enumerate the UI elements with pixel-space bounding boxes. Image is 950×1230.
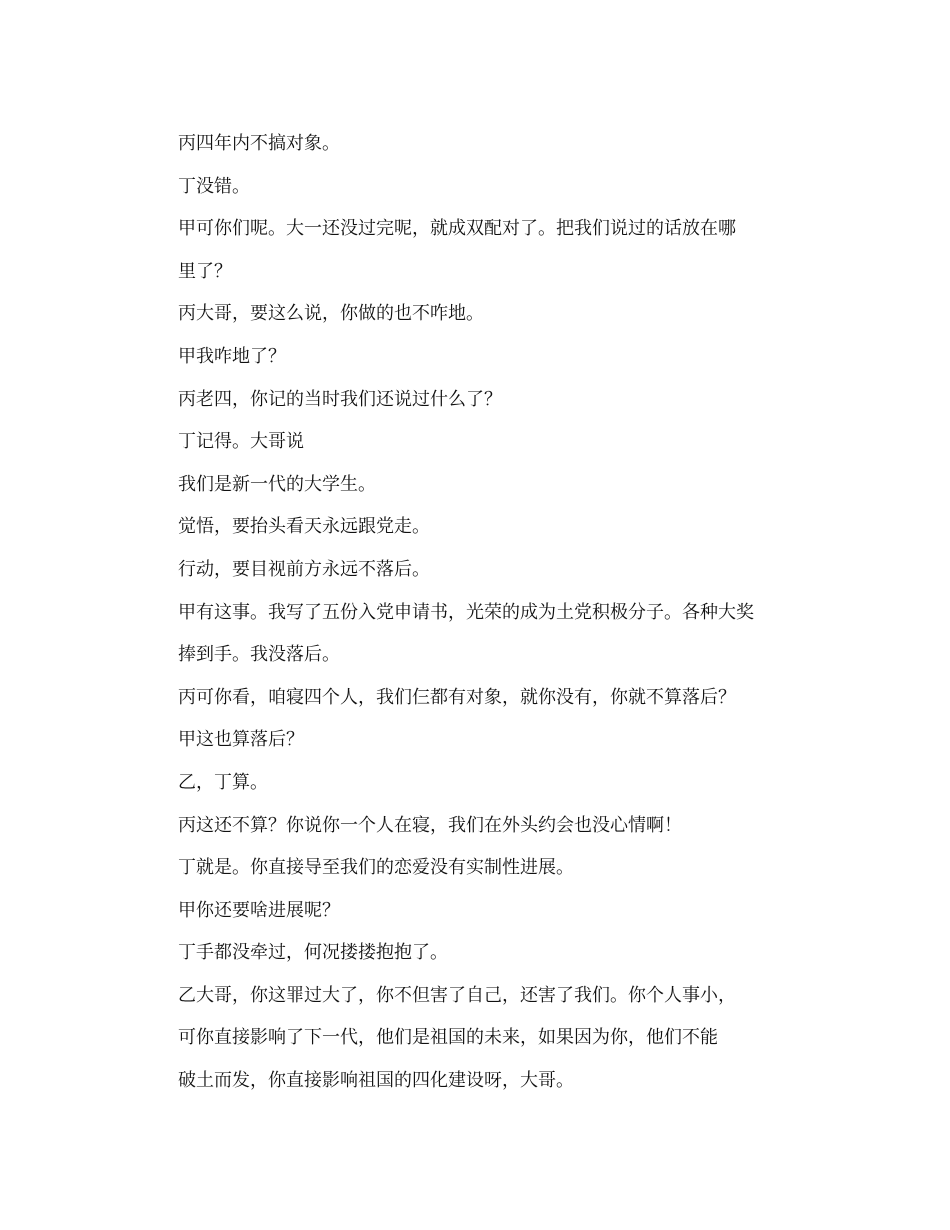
text-line: 甲可你们呢。大一还没过完呢，就成双配对了。把我们说过的话放在哪 — [178, 218, 736, 240]
text-line: 甲我咋地了？ — [178, 345, 286, 367]
text-line: 破土而发，你直接影响祖国的四化建设呀，大哥。 — [178, 1070, 574, 1092]
dialogue-text-block — [178, 128, 788, 1108]
text-line: 丙大哥，要这么说，你做的也不咋地。 — [178, 303, 484, 325]
text-line: 行动，要目视前方永远不落后。 — [178, 558, 430, 580]
text-line: 丁没错。 — [178, 175, 250, 197]
text-line: 丁手都没牵过，何况搂搂抱抱了。 — [178, 942, 448, 964]
text-line: 甲这也算落后？ — [178, 729, 304, 751]
text-line: 可你直接影响了下一代，他们是祖国的未来，如果因为你，他们不能 — [178, 1027, 718, 1049]
text-line: 乙大哥，你这罪过大了，你不但害了自己，还害了我们。你个人事小， — [178, 984, 736, 1006]
text-line: 乙，丁算。 — [178, 771, 268, 793]
text-line: 丙四年内不搞对象。 — [178, 133, 340, 154]
text-line: 丁记得。大哥说 — [178, 431, 304, 453]
text-line: 丁就是。你直接导至我们的恋爱没有实制性进展。 — [178, 857, 574, 879]
text-line: 甲有这事。我写了五份入党申请书，光荣的成为土党积极分子。各种大奖 — [178, 601, 754, 623]
text-line: 里了？ — [178, 260, 232, 282]
text-line: 甲你还要啥进展呢？ — [178, 899, 340, 921]
text-line: 我们是新一代的大学生。 — [178, 473, 376, 495]
text-line: 觉悟，要抬头看天永远跟党走。 — [178, 516, 430, 538]
text-line: 丙可你看，咱寝四个人，我们仨都有对象，就你没有，你就不算落后？ — [178, 686, 736, 708]
text-line: 丙这还不算？你说你一个人在寝，我们在外头约会也没心情啊！ — [178, 814, 682, 836]
text-line: 捧到手。我没落后。 — [178, 644, 340, 666]
text-line: 丙老四，你记的当时我们还说过什么了？ — [178, 388, 502, 410]
